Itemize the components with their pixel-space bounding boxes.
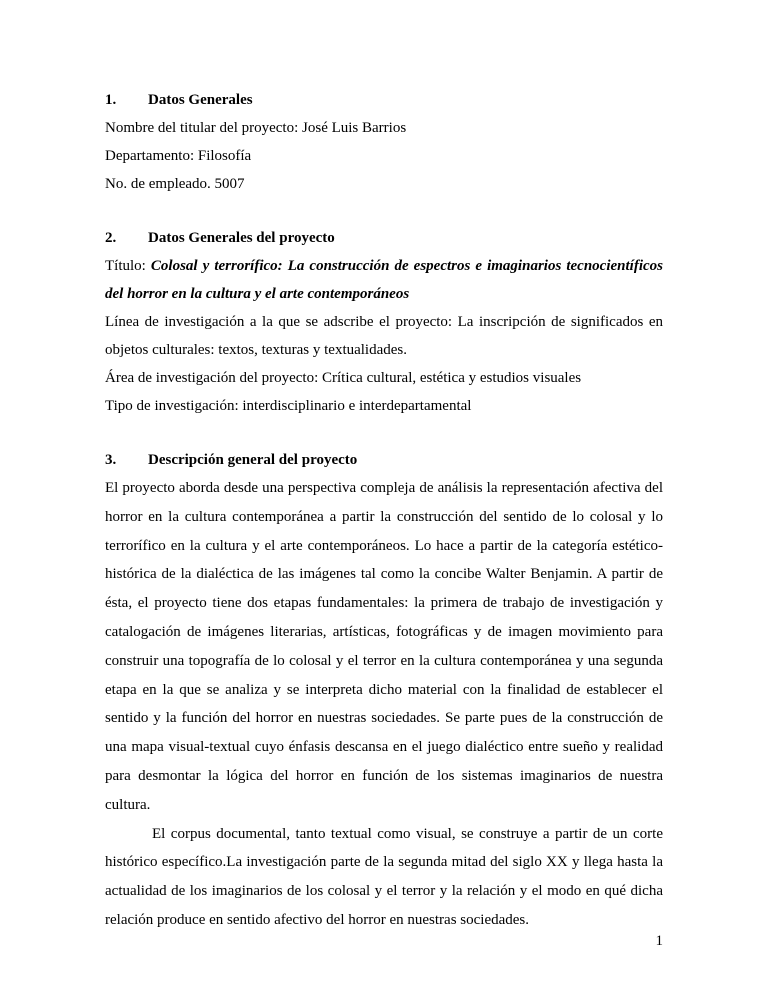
section-datos-generales xyxy=(105,86,663,198)
field-nombre-titular: Nombre del titular del proyecto: José Luis Barrios xyxy=(105,120,407,136)
field-linea-investigacion: Línea de investigación a la que se adscribe el proyecto: La inscripción de significados en objetos culturales: textos, texturas y textualidades. xyxy=(105,314,663,358)
section-datos-proyecto xyxy=(105,224,663,420)
field-area-investigacion: Área de investigación del proyecto: Crítica cultural, estética y estudios visuales xyxy=(105,370,582,386)
section-3-heading xyxy=(105,446,663,474)
field-numero-empleado: No. de empleado. 5007 xyxy=(105,176,245,192)
description-paragraph-1: El proyecto aborda desde una perspectiva compleja de análisis la representación afectiva del horror en la cultura contemporánea a partir la construcción del sentido de lo colosal y lo terrorífico en la cultura y el arte contemporáneos. Lo hace a partir de la categoría estético-histórica de la dialéctica de las imágenes tal como la concibe Walter Benjamin. A partir de ésta, el proyecto tiene dos etapas fundamentales: la primera de trabajo de investigación y catalogación de imágenes literarias, artísticas, fotográficas y de imagen movimiento para construir una topografía de lo colosal y el terror en la cultura contemporánea y una segunda etapa en la que se analiza y se interpreta dicho material con la finalidad de establecer el sentido y la función del horror en nuestras sociedades. Se parte pues de la construcción de una mapa visual-textual cuyo énfasis descansa en el juego dialéctico entre sueño y realidad para desmontar la lógica del horror en función de los sistemas imaginarios de nuestra cultura. xyxy=(105,480,663,813)
section-1-title: Datos Generales xyxy=(148,92,253,108)
titulo-value: Colosal y terrorífico: La construcción de espectros e imaginarios tecnocientíficos del horror en la cultura y el arte contemporáneos xyxy=(105,258,663,302)
field-departamento: Departamento: Filosofía xyxy=(105,148,252,164)
field-tipo-investigacion: Tipo de investigación: interdisciplinario e interdepartamental xyxy=(105,398,472,414)
section-2-title: Datos Generales del proyecto xyxy=(148,230,335,246)
section-1-number: 1. xyxy=(105,92,117,108)
document-content xyxy=(105,86,663,935)
page-number: 1 xyxy=(655,933,663,949)
section-2-heading xyxy=(105,224,663,252)
section-descripcion-general xyxy=(105,446,663,935)
section-1-heading xyxy=(105,86,663,114)
section-2-number: 2. xyxy=(105,230,117,246)
field-titulo xyxy=(105,252,663,308)
section-3-number: 3. xyxy=(105,452,117,468)
titulo-label: Título: xyxy=(105,258,151,274)
description-paragraph-2: El corpus documental, tanto textual como visual, se construye a partir de un corte histórico específico.La investigación parte de la segunda mitad del siglo XX y llega hasta la actualidad de los imaginarios de los colosal y el terror y la relación y el modo en qué dicha relación produce en sentido afectivo del horror en nuestras sociedades. xyxy=(105,825,663,928)
section-3-title: Descripción general del proyecto xyxy=(148,452,358,468)
